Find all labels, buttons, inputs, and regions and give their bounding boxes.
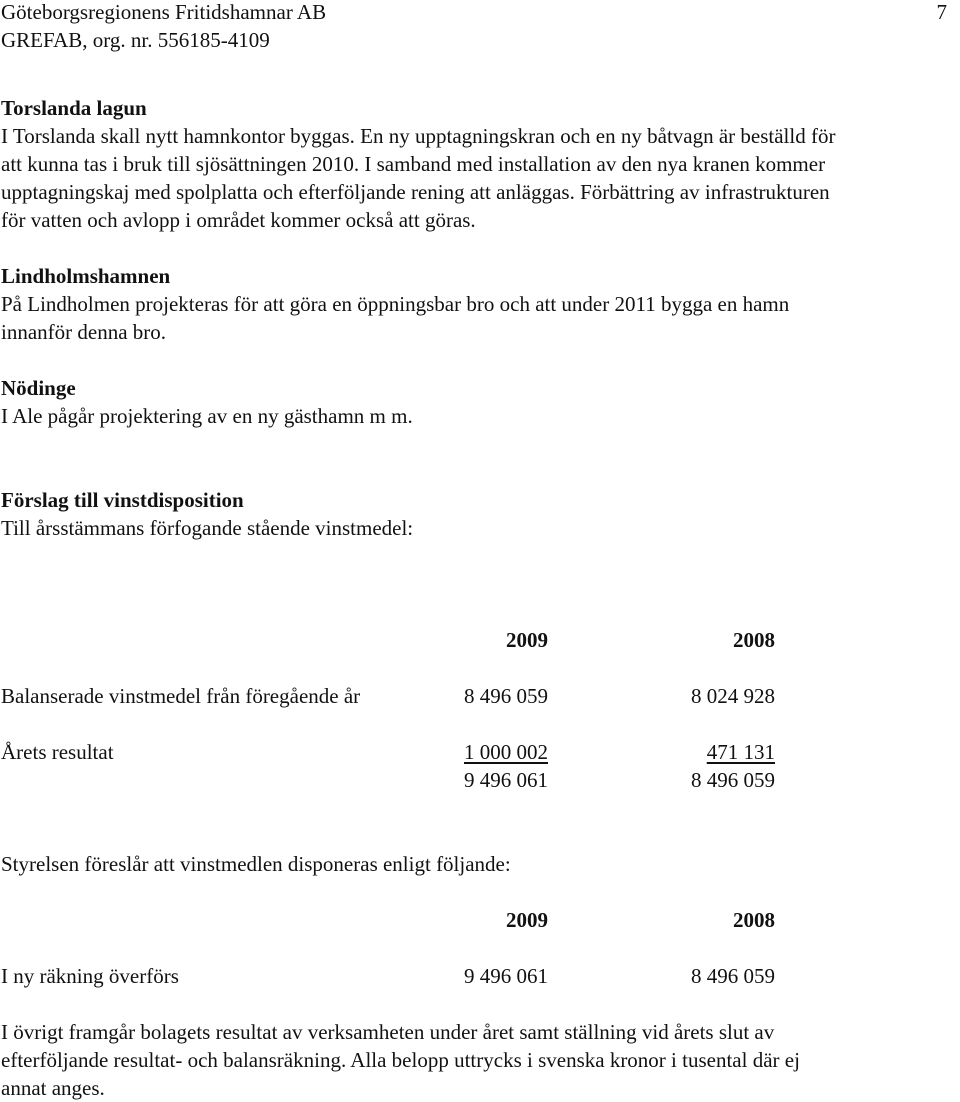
table2-row-label: I ny räkning överförs — [1, 964, 179, 988]
paragraph-line: upptagningskaj med spolplatta och efterföljande rening att anläggas. Förbättring av infrastrukturen — [1, 180, 830, 204]
table2-cell-2008: 8 496 059 — [691, 964, 775, 988]
company-name: Göteborgsregionens Fritidshamnar AB — [1, 0, 327, 24]
table1-cell-2009-value: 1 000 002 — [464, 740, 548, 764]
section-heading-nodinge: Nödinge — [1, 376, 76, 400]
table1-row-label: Årets resultat — [1, 740, 114, 764]
section-heading-torslanda: Torslanda lagun — [1, 96, 147, 120]
table1-total-2008: 8 496 059 — [691, 768, 775, 792]
proposal-intro: Styrelsen föreslår att vinstmedlen disponeras enligt följande: — [1, 852, 511, 876]
section-heading-vinstdisposition: Förslag till vinstdisposition — [1, 488, 244, 512]
section-heading-lindholmen: Lindholmshamnen — [1, 264, 171, 288]
table1-cell-2009: 8 496 059 — [464, 684, 548, 708]
paragraph-line: efterföljande resultat- och balansräkning. Alla belopp uttrycks i svenska kronor i tusental där ej — [1, 1048, 800, 1072]
table2-cell-2009: 9 496 061 — [464, 964, 548, 988]
table1-cell-2009 — [430, 740, 548, 764]
paragraph-line: annat anges. — [1, 1076, 105, 1100]
paragraph-line: På Lindholmen projekteras för att göra en öppningsbar bro och att under 2011 bygga en hamn — [1, 292, 790, 316]
table1-row-label: Balanserade vinstmedel från föregående år — [1, 684, 361, 708]
table2-header-2008: 2008 — [733, 908, 775, 932]
vinstdisposition-intro: Till årsstämmans förfogande stående vinstmedel: — [1, 516, 414, 540]
table1-total-2009: 9 496 061 — [464, 768, 548, 792]
paragraph-line: för vatten och avlopp i området kommer också att göras. — [1, 208, 476, 232]
paragraph-line: I övrigt framgår bolagets resultat av verksamheten under året samt ställning vid årets slut av — [1, 1020, 775, 1044]
table1-cell-2008 — [630, 740, 775, 764]
org-number: GREFAB, org. nr. 556185-4109 — [1, 28, 270, 52]
paragraph-line: I Torslanda skall nytt hamnkontor byggas. En ny upptagningskran och en ny båtvagn är beställd för — [1, 124, 836, 148]
table1-header-2008: 2008 — [733, 628, 775, 652]
paragraph-line: att kunna tas i bruk till sjösättningen 2010. I samband med installation av den nya kranen kommer — [1, 152, 826, 176]
table1-cell-2008: 8 024 928 — [691, 684, 775, 708]
paragraph-line: innanför denna bro. — [1, 320, 167, 344]
table1-header-2009: 2009 — [506, 628, 548, 652]
table1-cell-2008-value: 471 131 — [706, 740, 775, 764]
table2-header-2009: 2009 — [506, 908, 548, 932]
paragraph-line: I Ale pågår projektering av en ny gästhamn m m. — [1, 404, 413, 428]
page-number: 7 — [936, 0, 947, 24]
